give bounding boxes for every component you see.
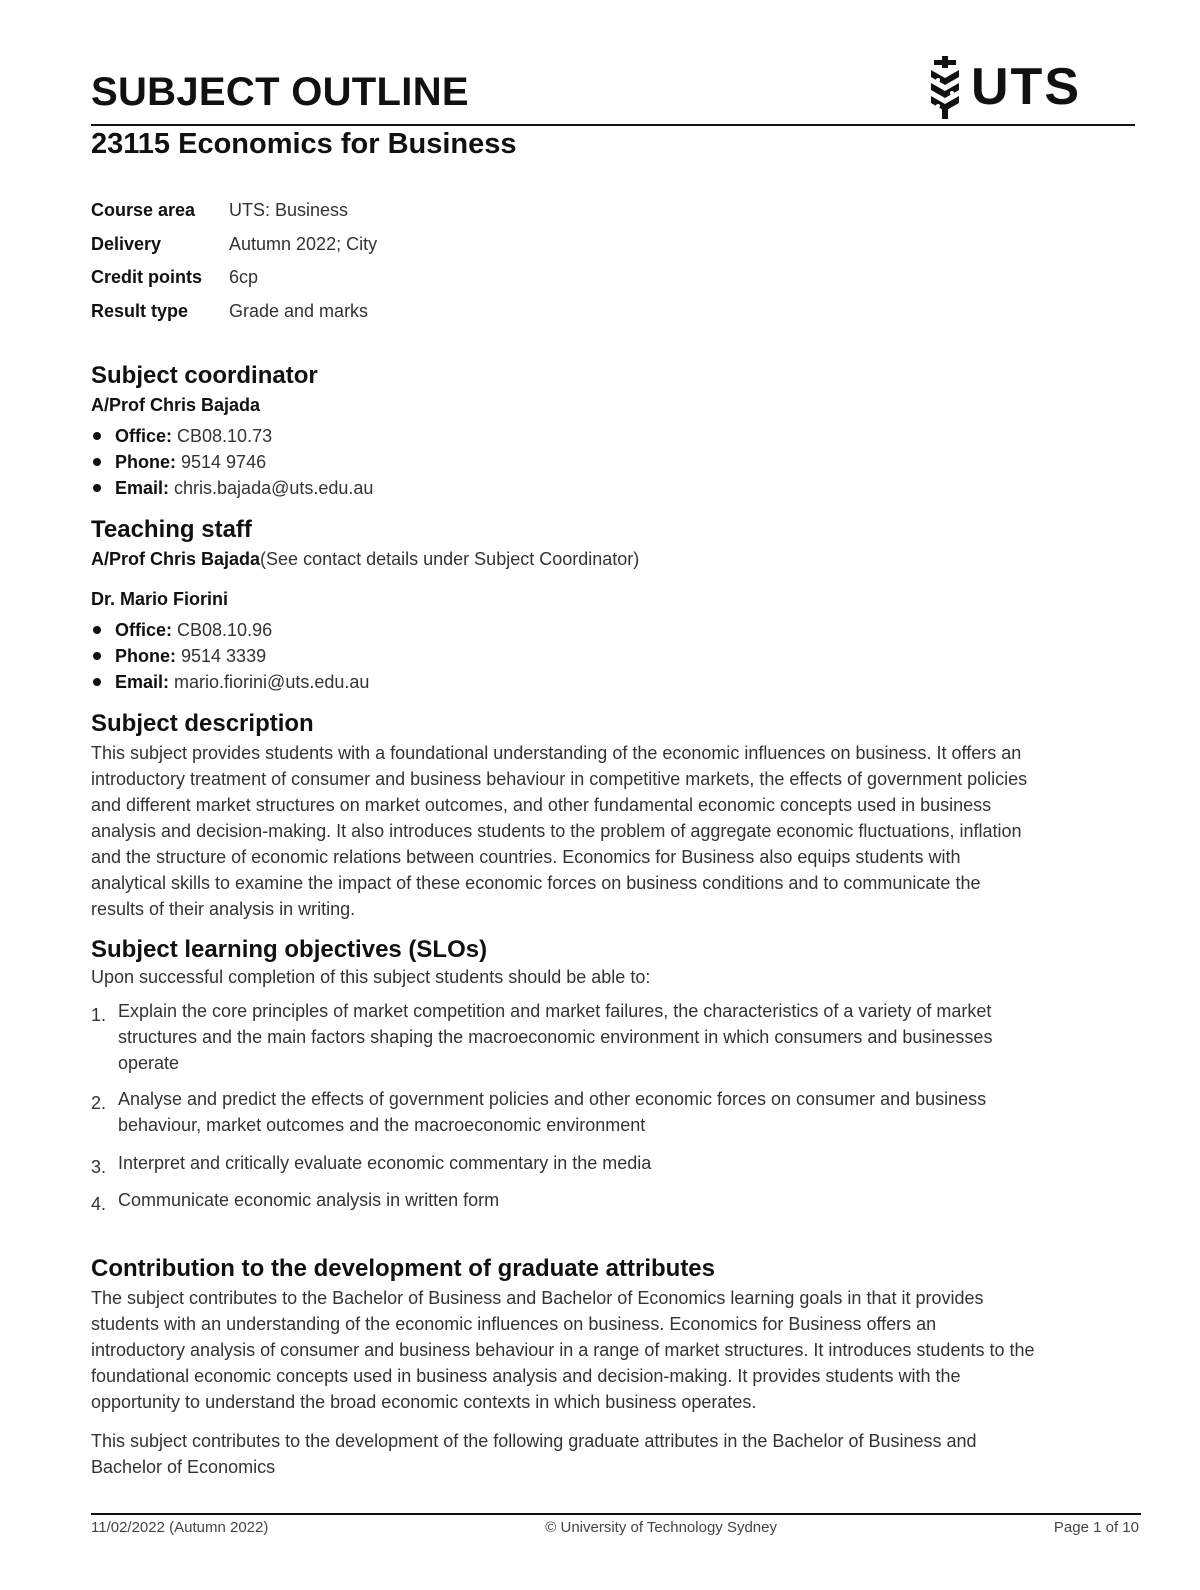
contact-label: Email: (115, 477, 170, 498)
contact-value: CB08.10.96 (177, 619, 273, 640)
objective-item-4 (91, 1187, 1135, 1213)
contact-label: Phone: (115, 645, 176, 666)
objectives-list (91, 998, 1135, 1213)
info-value: 6cp (229, 267, 259, 288)
text-line: Interpret and critically evaluate economic commentary in the media (118, 1153, 652, 1173)
footer-date: 11/02/2022 (Autumn 2022) (91, 1519, 269, 1536)
text-line: The subject contributes to the Bachelor of Business and Bachelor of Economics learning goals in that it provides (91, 1288, 984, 1308)
text-line: analysis and decision-making. It also introduces students to the problem of aggregate economic fluctuations, inflation (91, 821, 1022, 841)
text-line: foundational economic concepts used in business analysis and decision-making. It provides students with the (91, 1366, 961, 1386)
staff-1 (91, 549, 639, 570)
text-line: opportunity to understand the broad economic contexts in which business operates. (91, 1392, 757, 1412)
bullet-dot (93, 626, 101, 634)
text-line: operate (118, 1053, 180, 1073)
info-value: UTS: Business (229, 200, 349, 221)
info-label: Course area (91, 200, 196, 221)
info-label: Delivery (91, 233, 162, 254)
objective-item-2 (91, 1086, 1135, 1138)
text-line: and different market structures on market outcomes, and other fundamental economic concepts used in business (91, 795, 992, 815)
teaching-staff-heading: Teaching staff (91, 516, 252, 543)
contact-office (91, 423, 373, 449)
info-label: Credit points (91, 267, 202, 288)
objective-text (118, 998, 1108, 1076)
bullet-dot (93, 458, 101, 466)
graduate-paragraph-2 (91, 1428, 1135, 1480)
objectives-intro: Upon successful completion of this subject students should be able to: (91, 967, 651, 987)
objective-number: 4. (91, 1194, 107, 1214)
text-line: Communicate economic analysis in written form (118, 1190, 500, 1210)
document-title: SUBJECT OUTLINE (91, 70, 469, 114)
uts-emblem-icon (925, 54, 965, 120)
text-line: behaviour, market outcomes and the macroeconomic environment (118, 1115, 646, 1135)
bullet-dot (93, 678, 101, 686)
description-paragraph (91, 740, 1135, 922)
document-page (91, 0, 1139, 1590)
contact-label: Office: (115, 425, 173, 446)
info-row-result-type (91, 295, 377, 329)
coordinator-heading: Subject coordinator (91, 362, 318, 389)
contact-phone (91, 449, 373, 475)
info-row-course-area (91, 194, 377, 228)
contact-value: chris.bajada@uts.edu.au (174, 477, 374, 498)
text-line: This subject provides students with a foundational understanding of the economic influences on business. It offers an (91, 743, 1022, 763)
objectives-heading: Subject learning objectives (SLOs) (91, 936, 488, 963)
contact-email (91, 669, 369, 695)
contact-value: CB08.10.73 (177, 425, 273, 446)
description-heading: Subject description (91, 710, 314, 737)
uts-logo (925, 52, 1095, 122)
objective-text (118, 1086, 1108, 1138)
contact-label: Email: (115, 671, 170, 692)
contact-label: Office: (115, 619, 173, 640)
objective-item-1 (91, 998, 1135, 1076)
graduate-attributes-heading: Contribution to the development of graduate attributes (91, 1255, 715, 1282)
text-line: This subject contributes to the development of the following graduate attributes in the Bachelor of Business and (91, 1431, 977, 1451)
graduate-paragraph-1 (91, 1285, 1135, 1415)
page-footer (91, 1519, 1139, 1536)
coordinator-contact-list (91, 423, 373, 501)
text-line: introductory analysis of consumer and business behaviour in a range of market structures. It introduces students to the (91, 1340, 1035, 1360)
subject-info-table (91, 194, 377, 328)
staff-1-note: (See contact details under Subject Coordinator) (260, 549, 640, 569)
title-divider (91, 124, 1135, 126)
uts-logo-text: UTS (971, 58, 1081, 116)
text-line: students with an understanding of the economic influences on business. Economics for Business offers an (91, 1314, 937, 1334)
text-line: Explain the core principles of market competition and market failures, the characteristics of a variety of market (118, 1001, 992, 1021)
objective-text (118, 1187, 1108, 1213)
text-line: structures and the main factors shaping the macroeconomic environment in which consumers and businesses (118, 1027, 993, 1047)
objective-number: 1. (91, 1005, 107, 1025)
staff-2-contact-list (91, 617, 369, 695)
contact-value: 9514 9746 (181, 451, 267, 472)
bullet-dot (93, 432, 101, 440)
info-label: Result type (91, 300, 189, 321)
text-line: results of their analysis in writing. (91, 899, 356, 919)
footer-page-number: Page 1 of 10 (1053, 1519, 1139, 1536)
contact-value: 9514 3339 (181, 645, 267, 666)
subject-name: 23115 Economics for Business (91, 128, 517, 160)
objective-text (118, 1150, 1108, 1176)
text-line: introductory treatment of consumer and business behaviour in competitive markets, the effects of government policies (91, 769, 1028, 789)
bullet-dot (93, 484, 101, 492)
info-row-delivery (91, 228, 377, 262)
contact-phone (91, 643, 369, 669)
text-line: and the structure of economic relations between countries. Economics for Business also equips students with (91, 847, 961, 867)
info-value: Autumn 2022; City (229, 233, 378, 254)
staff-2-name: Dr. Mario Fiorini (91, 589, 229, 609)
text-line: Analyse and predict the effects of government policies and other economic forces on consumer and business (118, 1089, 987, 1109)
info-row-credit-points (91, 261, 377, 295)
objective-number: 3. (91, 1157, 107, 1177)
objective-item-3 (91, 1150, 1135, 1176)
footer-copyright: © University of Technology Sydney (545, 1519, 777, 1536)
contact-value: mario.fiorini@uts.edu.au (174, 671, 370, 692)
bullet-dot (93, 652, 101, 660)
contact-email (91, 475, 373, 501)
footer-divider (91, 1513, 1141, 1515)
contact-office (91, 617, 369, 643)
text-line: analytical skills to examine the impact of these economic forces on business conditions and to communicate the (91, 873, 981, 893)
staff-1-name: A/Prof Chris Bajada (91, 549, 261, 569)
text-line: Bachelor of Economics (91, 1457, 276, 1477)
coordinator-name: A/Prof Chris Bajada (91, 395, 261, 415)
info-value: Grade and marks (229, 300, 369, 321)
objective-number: 2. (91, 1093, 107, 1113)
contact-label: Phone: (115, 451, 176, 472)
